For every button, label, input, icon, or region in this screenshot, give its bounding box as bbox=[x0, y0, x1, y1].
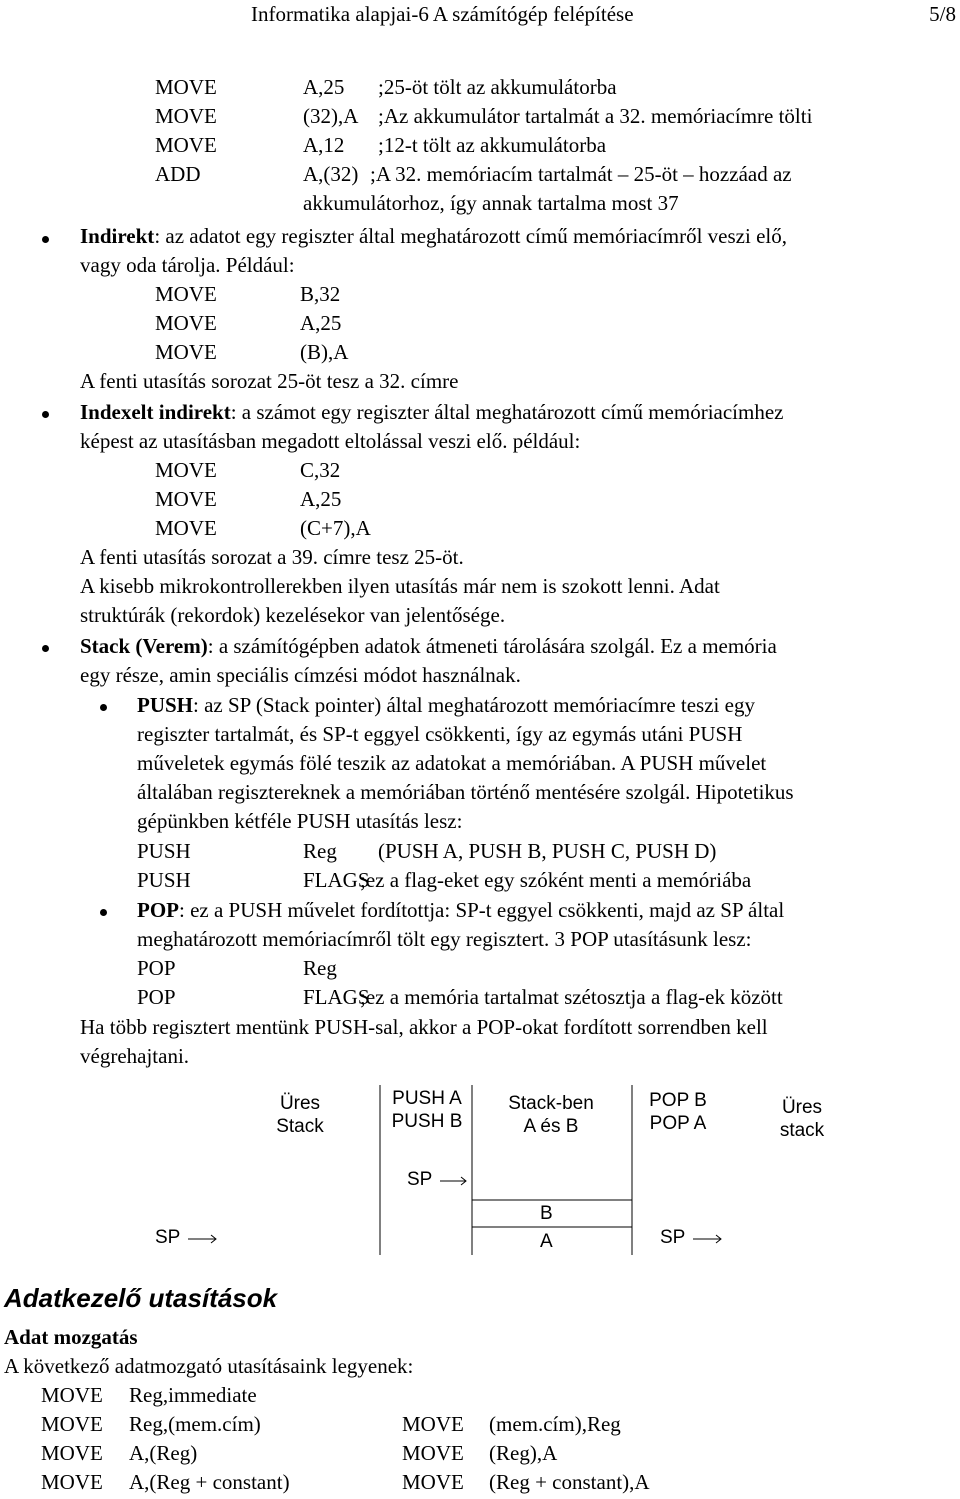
push-paragraph-line1 bbox=[137, 694, 755, 716]
code-comment: ;ez a flag-eket egy szóként menti a memóriába bbox=[360, 868, 752, 892]
code-op: MOVE bbox=[155, 282, 217, 306]
code-arg: (mem.cím),Reg bbox=[489, 1412, 621, 1436]
code-arg: A,12 bbox=[303, 133, 345, 157]
code-comment: ;Az akkumulátor tartalmát a 32. memóriacímre tölti bbox=[378, 104, 813, 128]
diagram-col5-line1: Üres bbox=[781, 1097, 823, 1118]
bullet-icon bbox=[42, 236, 49, 243]
code-op: MOVE bbox=[41, 1470, 103, 1494]
code-op: MOVE bbox=[155, 104, 217, 128]
indexed-note3: struktúrák (rekordok) kezelésekor van jelentősége. bbox=[80, 603, 506, 627]
code-arg: C,32 bbox=[300, 458, 341, 482]
sp-label: SP bbox=[660, 1227, 686, 1248]
stack-cell-b: B bbox=[540, 1203, 553, 1224]
code-op: MOVE bbox=[41, 1412, 103, 1436]
diagram-col1-line2: Stack bbox=[276, 1116, 324, 1137]
term-stack: Stack (Verem) bbox=[80, 634, 208, 658]
arrow-right-icon bbox=[440, 1175, 468, 1187]
code-arg: Reg,immediate bbox=[129, 1383, 257, 1407]
stack-text: : a számítógépben adatok átmeneti tárolására szolgál. Ez a memória bbox=[207, 634, 777, 658]
indexed-note1: A fenti utasítás sorozat a 39. címre tesz 25-öt. bbox=[80, 545, 464, 569]
push-paragraph-line5: gépünkben kétféle PUSH utasítás lesz: bbox=[137, 809, 463, 833]
code-arg: FLAGS bbox=[303, 868, 370, 892]
code-arg: FLAGS bbox=[303, 985, 370, 1009]
code-op: POP bbox=[137, 985, 176, 1009]
code-op: MOVE bbox=[155, 311, 217, 335]
indexed-text: : a számot egy regiszter által meghatározott című memóriacímhez bbox=[230, 400, 784, 424]
section-title: Adatkezelő utasítások bbox=[4, 1283, 278, 1313]
code-arg: A,(32) bbox=[303, 162, 359, 186]
term-indexed: Indexelt indirekt bbox=[80, 400, 231, 424]
code-comment: ;25-öt tölt az akkumulátorba bbox=[378, 75, 617, 99]
stack-paragraph-line2: egy része, amin speciális címzési módot használnak. bbox=[80, 663, 521, 687]
code-op: MOVE bbox=[402, 1470, 464, 1494]
code-op: MOVE bbox=[41, 1441, 103, 1465]
code-op: MOVE bbox=[155, 340, 217, 364]
code-comment-continuation: akkumulátorhoz, így annak tartalma most 37 bbox=[303, 191, 679, 215]
stack-paragraph-line1 bbox=[80, 635, 777, 657]
closing-line2: végrehajtani. bbox=[80, 1044, 190, 1068]
push-paragraph-line4: általában regisztereknek a memóriában történő mentésére szolgál. Hipotetikus bbox=[137, 780, 794, 804]
code-arg: A,25 bbox=[303, 75, 345, 99]
code-op: MOVE bbox=[155, 75, 217, 99]
code-arg: (32),A bbox=[303, 104, 359, 128]
code-arg: Reg bbox=[303, 956, 337, 980]
push-paragraph-line3: műveletek egymás fölé teszik az adatokat a memóriában. A PUSH művelet bbox=[137, 751, 767, 775]
code-op: MOVE bbox=[155, 133, 217, 157]
code-op: MOVE bbox=[402, 1412, 464, 1436]
code-op: MOVE bbox=[402, 1441, 464, 1465]
indexed-paragraph-line1 bbox=[80, 401, 784, 423]
pop-text: : ez a PUSH művelet fordítottja: SP-t eggyel csökkenti, majd az SP által bbox=[179, 898, 785, 922]
pop-paragraph-line2: meghatározott memóriacímről tölt egy regisztert. 3 POP utasításunk lesz: bbox=[137, 927, 752, 951]
closing-line1: Ha több regisztert mentünk PUSH-sal, akkor a POP-okat fordított sorrendben kell bbox=[80, 1015, 768, 1039]
code-comment: ;12-t tölt az akkumulátorba bbox=[378, 133, 607, 157]
bullet-icon bbox=[42, 411, 49, 418]
header-title: Informatika alapjai-6 A számítógép felépítése bbox=[251, 2, 634, 26]
indirect-paragraph-line2: vagy oda tárolja. Például: bbox=[80, 253, 295, 277]
code-arg: A,25 bbox=[300, 487, 342, 511]
code-arg: (Reg + constant),A bbox=[489, 1470, 650, 1494]
code-arg: (C+7),A bbox=[300, 516, 371, 540]
indirect-paragraph-line1 bbox=[80, 225, 787, 247]
diagram-col1-line1: Üres bbox=[279, 1093, 321, 1114]
code-arg: A,(Reg + constant) bbox=[129, 1470, 290, 1494]
push-paragraph-line2: regiszter tartalmát, és SP-t eggyel csökkenti, így az egymás utáni PUSH bbox=[137, 722, 743, 746]
code-op: MOVE bbox=[155, 516, 217, 540]
stack-cell-a: A bbox=[540, 1231, 553, 1252]
subtitle-text: Adat mozgatás bbox=[4, 1325, 138, 1349]
code-op: MOVE bbox=[155, 458, 217, 482]
term-push: PUSH bbox=[137, 693, 194, 717]
diagram-col2-line1: PUSH A bbox=[392, 1088, 462, 1109]
diagram-col5-line2: stack bbox=[779, 1120, 825, 1141]
diagram-col2-line2: PUSH B bbox=[391, 1111, 463, 1132]
bullet-icon bbox=[100, 704, 107, 711]
code-comment: ;A 32. memóriacím tartalmát – 25-öt – hozzáad az bbox=[370, 162, 792, 186]
code-op: MOVE bbox=[155, 487, 217, 511]
push-text: : az SP (Stack pointer) által meghatározott memóriacímre teszi egy bbox=[193, 693, 755, 717]
pop-paragraph-line1 bbox=[137, 899, 784, 921]
sp-label: SP bbox=[155, 1227, 181, 1248]
indexed-paragraph-line2: képest az utasításban megadott eltolással veszi elő. például: bbox=[80, 429, 581, 453]
code-op: PUSH bbox=[137, 868, 191, 892]
arrow-right-icon bbox=[188, 1233, 218, 1245]
code-arg: A,(Reg) bbox=[129, 1441, 198, 1465]
code-comment: (PUSH A, PUSH B, PUSH C, PUSH D) bbox=[378, 839, 717, 863]
code-op: ADD bbox=[155, 162, 201, 186]
diagram-col3-line1: Stack-ben bbox=[508, 1093, 594, 1114]
term-pop: POP bbox=[137, 898, 179, 922]
code-comment: ;ez a memória tartalmat szétosztja a flag-ek között bbox=[360, 985, 783, 1009]
diagram-col3-line2: A és B bbox=[523, 1116, 579, 1137]
arrow-right-icon bbox=[693, 1233, 723, 1245]
sp-label: SP bbox=[407, 1169, 433, 1190]
code-arg: Reg,(mem.cím) bbox=[129, 1412, 261, 1436]
code-arg: (B),A bbox=[300, 340, 349, 364]
indexed-note2: A kisebb mikrokontrollerekben ilyen utasítás már nem is szokott lenni. Adat bbox=[80, 574, 720, 598]
code-arg: B,32 bbox=[300, 282, 341, 306]
code-arg: Reg bbox=[303, 839, 337, 863]
code-arg: A,25 bbox=[300, 311, 342, 335]
section-intro: A következő adatmozgató utasításaink legyenek: bbox=[4, 1354, 414, 1378]
term-indirect: Indirekt bbox=[80, 224, 155, 248]
bullet-icon bbox=[100, 909, 107, 916]
indirect-note: A fenti utasítás sorozat 25-öt tesz a 32. címre bbox=[80, 369, 459, 393]
bullet-icon bbox=[42, 645, 49, 652]
indirect-text: : az adatot egy regiszter által meghatározott című memóriacímről veszi elő, bbox=[154, 224, 787, 248]
code-op: PUSH bbox=[137, 839, 191, 863]
diagram-col4-line1: POP B bbox=[649, 1090, 707, 1111]
code-arg: (Reg),A bbox=[489, 1441, 558, 1465]
diagram-col4-line2: POP A bbox=[649, 1113, 707, 1134]
code-op: POP bbox=[137, 956, 176, 980]
code-op: MOVE bbox=[41, 1383, 103, 1407]
page-number: 5/8 bbox=[929, 2, 956, 26]
section-subtitle bbox=[4, 1326, 138, 1348]
